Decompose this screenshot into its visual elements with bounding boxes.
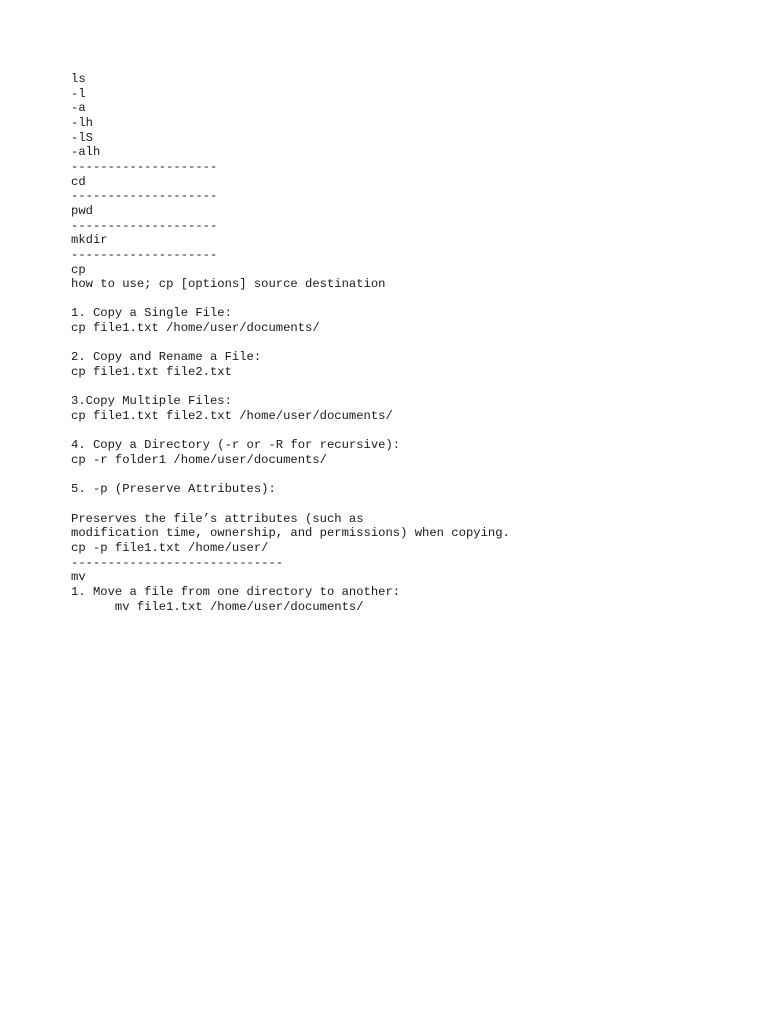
text-line: cd	[71, 174, 86, 189]
text-line: Preserves the file’s attributes (such as	[71, 511, 364, 526]
text-line: 1. Copy a Single File:	[71, 306, 232, 321]
blank-line	[71, 424, 731, 439]
text-line: 2. Copy and Rename a File:	[71, 350, 262, 365]
separator-line: --------------------	[71, 159, 218, 174]
text-line: mkdir	[71, 233, 108, 248]
text-line: cp	[71, 262, 86, 277]
separator-line: --------------------	[71, 247, 218, 262]
blank-line	[71, 292, 731, 307]
text-line: modification time, ownership, and permissions) when copying.	[71, 526, 510, 541]
separator-line: --------------------	[71, 189, 218, 204]
blank-line	[71, 468, 731, 483]
text-line: -lS	[71, 130, 93, 145]
text-line: cp file1.txt file2.txt /home/user/documents/	[71, 409, 393, 424]
blank-line	[71, 497, 731, 512]
text-line: mv file1.txt /home/user/documents/	[71, 599, 364, 614]
text-line: -a	[71, 101, 86, 116]
text-line: pwd	[71, 203, 93, 218]
text-line: ls	[71, 72, 86, 86]
separator-line: --------------------	[71, 218, 218, 233]
blank-line	[71, 336, 731, 351]
blank-line	[71, 380, 731, 395]
text-line: cp -r folder1 /home/user/documents/	[71, 453, 327, 467]
text-line: -alh	[71, 145, 101, 160]
text-line: -l	[71, 86, 86, 101]
text-line: 3.Copy Multiple Files:	[71, 394, 232, 409]
text-line: cp file1.txt /home/user/documents/	[71, 321, 320, 336]
separator-line: -----------------------------	[71, 555, 284, 570]
text-line: 1. Move a file from one directory to another:	[71, 584, 401, 599]
text-line: 4. Copy a Directory (-r or -R for recursive):	[71, 438, 401, 453]
text-line: -lh	[71, 115, 93, 130]
text-line: mv	[71, 570, 86, 585]
text-line: how to use; cp [options] source destination	[71, 277, 386, 292]
text-line: 5. -p (Preserve Attributes):	[71, 482, 276, 497]
text-line: cp -p file1.txt /home/user/	[71, 540, 269, 555]
document-text	[71, 72, 731, 614]
text-line: cp file1.txt file2.txt	[71, 365, 232, 380]
